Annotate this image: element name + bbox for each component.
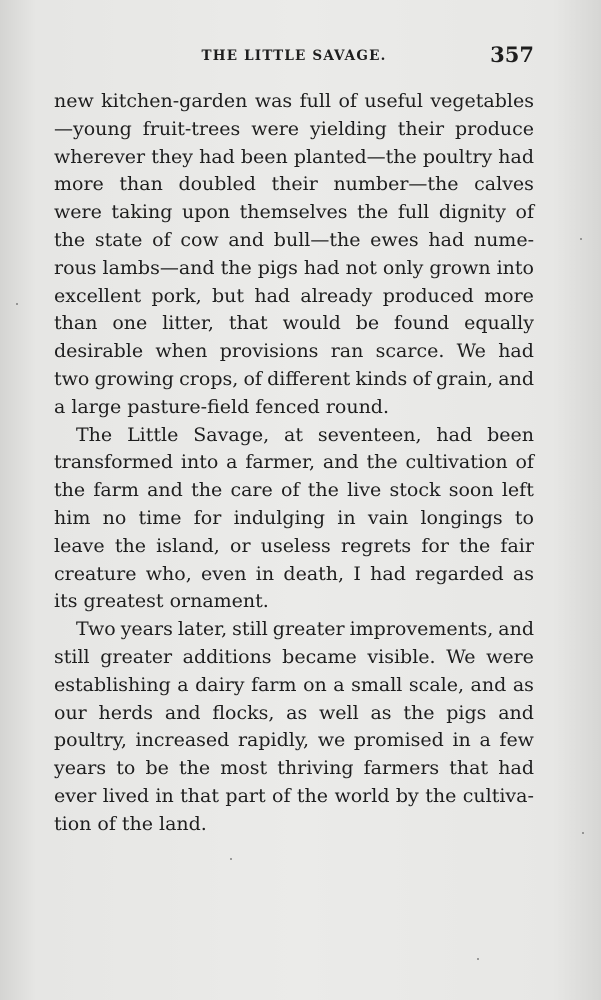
text-line: Two years later, still greater improvements, and: [76, 618, 534, 641]
paragraph: [54, 616, 534, 838]
text-line: —young fruit-trees were yielding their produce: [54, 117, 534, 140]
text-line: its greatest ornament.: [54, 590, 269, 613]
running-head: THE LITTLE SAVAGE.: [201, 48, 387, 64]
text-line: the state of cow and bull—the ewes had nume-: [54, 228, 534, 251]
text-line: creature who, even in death, I had regarded as: [54, 562, 534, 585]
page-header: [54, 40, 534, 76]
speck: [230, 858, 232, 860]
text-line: establishing a dairy farm on a small scale, and as: [54, 673, 534, 696]
text-line: ever lived in that part of the world by the cultiva-: [54, 784, 534, 807]
text-line: transformed into a farmer, and the cultivation of: [54, 451, 534, 474]
text-line: desirable when provisions ran scarce. We had: [54, 340, 534, 363]
text-line: poultry, increased rapidly, we promised in a few: [54, 729, 534, 752]
text-line: our herds and flocks, as well as the pigs and: [54, 701, 534, 724]
text-line: were taking upon themselves the full dignity of: [54, 201, 534, 224]
text-line: excellent pork, but had already produced more: [54, 284, 534, 307]
speck: [477, 958, 479, 960]
text-line: rous lambs—and the pigs had not only grown into: [54, 256, 534, 279]
text-line: The Little Savage, at seventeen, had been: [76, 423, 534, 446]
text-line: two growing crops, of different kinds of grain, and: [54, 367, 534, 390]
text-line: new kitchen-garden was full of useful vegetables: [54, 90, 534, 112]
text-line: him no time for indulging in vain longings to: [54, 506, 534, 529]
body-text: [54, 88, 534, 839]
text-line: the farm and the care of the live stock soon left: [54, 479, 534, 502]
speck: [582, 832, 584, 834]
speck: [580, 238, 582, 240]
paragraph: [54, 88, 534, 422]
text-line: wherever they had been planted—the poultry had: [54, 145, 534, 168]
text-line: still greater additions became visible. We were: [54, 645, 534, 668]
text-line: tion of the land.: [54, 812, 207, 835]
text-line: years to be the most thriving farmers that had: [54, 757, 534, 780]
text-line: more than doubled their number—the calves: [54, 173, 534, 196]
text-line: than one litter, that would be found equally: [54, 312, 534, 335]
speck: [16, 303, 18, 305]
paragraph: [54, 422, 534, 617]
text-line: leave the island, or useless regrets for the fair: [54, 534, 534, 557]
page-number: 357: [490, 42, 534, 67]
text-line: a large pasture-field fenced round.: [54, 395, 390, 418]
